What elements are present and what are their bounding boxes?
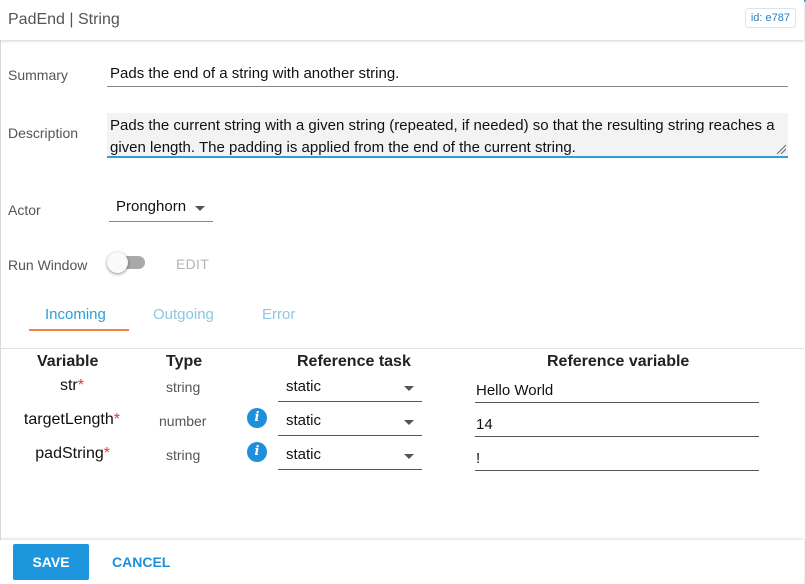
ref-task-select-padstring[interactable] [278,442,422,470]
active-tab-indicator [29,329,129,331]
ref-variable-input-targetlength[interactable] [475,409,759,437]
ref-task-value: static [286,446,322,463]
id-badge: id: e787 [745,8,796,28]
header-reference-task: Reference task [297,353,411,370]
dialog-header [0,0,804,40]
row-variable-padstring: padString* [35,445,110,462]
ref-variable-value: Hello World [476,382,554,399]
summary-label: Summary [8,67,68,83]
ref-task-value: static [286,378,322,395]
info-icon[interactable]: i [247,442,267,462]
cancel-button[interactable]: CANCEL [112,554,171,570]
required-marker: * [113,411,120,428]
ref-variable-value: ! [476,450,481,467]
edit-run-window-button[interactable]: EDIT [176,256,210,272]
header-variable: Variable [37,353,99,370]
resize-handle-icon[interactable] [776,144,786,154]
tab-incoming[interactable]: Incoming [45,306,106,323]
ref-variable-input-str[interactable] [475,375,759,403]
required-marker: * [103,445,110,462]
header-type: Type [166,353,203,370]
header-reference-variable: Reference variable [547,353,690,370]
row-type-targetlength: number [159,413,207,429]
description-text: Pads the current string with a given string (repeated, if needed) so that the resulting string reaches a given length. The padding is applied from the end of the current string. [110,117,775,156]
description-label: Description [8,125,79,141]
ref-variable-input-padstring[interactable] [475,443,759,471]
chevron-down-icon [195,206,205,211]
ref-task-value: static [286,412,322,429]
tab-outgoing[interactable]: Outgoing [153,306,214,323]
run-window-toggle-knob[interactable] [107,252,128,273]
actor-select-value: Pronghorn [116,198,187,215]
dialog-title: PadEnd | String [8,11,120,28]
ref-task-select-targetlength[interactable] [278,408,422,436]
row-variable-str: str* [59,377,84,394]
actor-label: Actor [8,202,41,218]
tabs-divider [0,348,804,349]
run-window-label: Run Window [8,257,88,273]
chevron-down-icon [404,454,414,459]
dialog-footer [0,540,804,584]
chevron-down-icon [404,420,414,425]
row-variable-targetlength: targetLength* [23,411,120,428]
ref-task-select-str[interactable] [278,374,422,402]
row-type-padstring: string [166,447,201,463]
required-marker: * [77,377,84,394]
actor-select[interactable] [109,196,213,222]
chevron-down-icon [404,386,414,391]
summary-underline [107,86,788,87]
save-button[interactable]: SAVE [13,544,89,580]
summary-input[interactable]: Pads the end of a string with another string. [110,65,400,82]
description-textarea[interactable] [107,113,788,158]
ref-variable-value: 14 [476,416,493,433]
tab-error[interactable]: Error [262,306,296,323]
info-icon[interactable]: i [247,408,267,428]
row-type-str: string [166,379,201,395]
